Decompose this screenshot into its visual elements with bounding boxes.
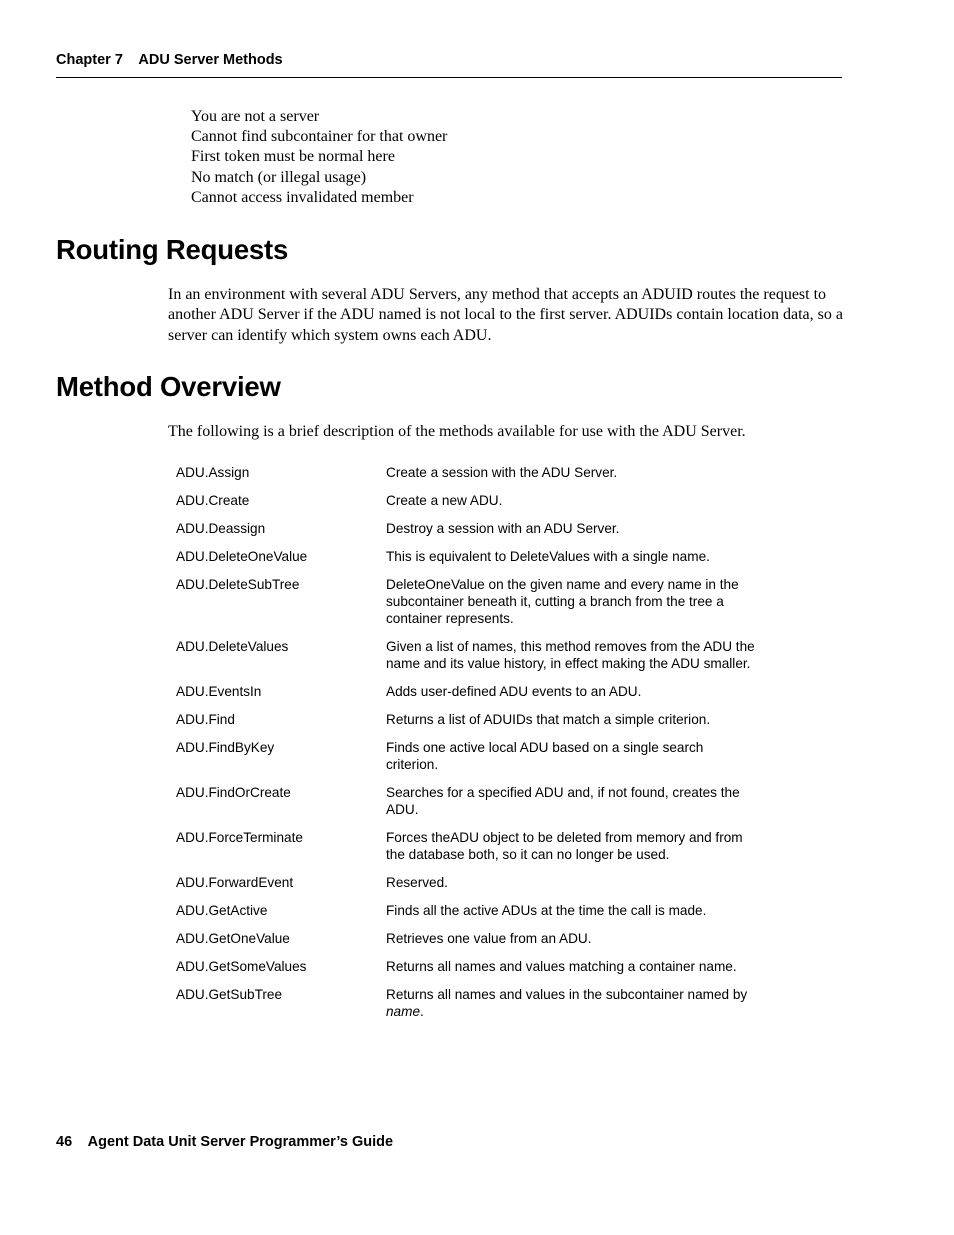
error-message: Cannot find subcontainer for that owner: [191, 128, 448, 146]
error-message: You are not a server: [191, 108, 320, 125]
method-description: [386, 874, 756, 891]
method-description: [386, 829, 756, 863]
book-title: Agent Data Unit Server Programmer’s Guide: [87, 1134, 394, 1150]
method-description: [386, 739, 756, 773]
method-description-text: Create a new ADU.: [386, 493, 503, 508]
method-description-text: DeleteOneValue on the given name and every name in the subcontainer beneath it, cutting a branch from the tree a container represents.: [386, 577, 739, 626]
method-name: ADU.GetActive: [176, 903, 268, 918]
method-description-text: Returns all names and values matching a container name.: [386, 959, 737, 974]
routing-requests-paragraph: In an environment with several ADU Servers, any method that accepts an ADUID routes the request to another ADU Server if the ADU named is not local to the first server. ADUIDs contain location data, so a server can identify which system owns each ADU.: [168, 286, 843, 344]
routing-requests-heading: Routing Requests: [56, 234, 289, 265]
method-description-text: Retrieves one value from an ADU.: [386, 931, 592, 946]
method-description: [386, 958, 756, 975]
method-name: ADU.GetSubTree: [176, 987, 283, 1002]
method-row: [176, 784, 756, 818]
method-description-text: This is equivalent to DeleteValues with a single name.: [386, 549, 710, 564]
method-description: [386, 638, 756, 672]
method-description: [386, 711, 756, 728]
method-description-text: Returns a list of ADUIDs that match a simple criterion.: [386, 712, 711, 727]
method-row: [176, 548, 756, 565]
method-row: [176, 930, 756, 947]
method-table: [176, 464, 756, 1031]
method-name: ADU.DeleteValues: [176, 639, 289, 654]
method-row: [176, 739, 756, 773]
chapter-label: Chapter 7: [56, 52, 123, 68]
method-description-text: Adds user-defined ADU events to an ADU.: [386, 684, 642, 699]
method-description-suffix: .: [420, 1004, 424, 1019]
method-row: [176, 711, 756, 728]
page-footer: [56, 1133, 393, 1151]
method-description: [386, 784, 756, 818]
method-description-text: Searches for a specified ADU and, if not found, creates the ADU.: [386, 785, 740, 817]
method-overview-heading: Method Overview: [56, 371, 281, 402]
method-description-text: Create a session with the ADU Server.: [386, 465, 618, 480]
method-description-text: Finds one active local ADU based on a single search criterion.: [386, 740, 704, 772]
method-name: ADU.Create: [176, 493, 250, 508]
chapter-title: ADU Server Methods: [138, 52, 283, 68]
method-row: [176, 576, 756, 627]
method-description-text: Destroy a session with an ADU Server.: [386, 521, 620, 536]
method-description-text: Forces theADU object to be deleted from memory and from the database both, so it can no longer be used.: [386, 830, 743, 862]
method-row: [176, 874, 756, 891]
method-name: ADU.DeleteSubTree: [176, 577, 300, 592]
error-message: Cannot access invalidated member: [191, 188, 414, 206]
method-description: [386, 520, 756, 537]
method-name: ADU.EventsIn: [176, 684, 262, 699]
method-description: [386, 464, 756, 481]
method-row: [176, 829, 756, 863]
method-name: ADU.ForwardEvent: [176, 875, 294, 890]
method-description-emphasis: name: [386, 1004, 421, 1019]
method-description: [386, 902, 756, 919]
method-row: [176, 958, 756, 975]
method-description-text: Reserved.: [386, 875, 448, 890]
method-name: ADU.FindByKey: [176, 740, 275, 755]
method-row: [176, 520, 756, 537]
method-description: [386, 548, 756, 565]
method-description-text: Finds all the active ADUs at the time the call is made.: [386, 903, 707, 918]
error-message: No match (or illegal usage): [191, 168, 367, 186]
error-message-list: [191, 107, 447, 208]
method-description: [386, 492, 756, 509]
method-name: ADU.Find: [176, 712, 235, 727]
method-description-text: Returns all names and values in the subcontainer named by: [386, 987, 748, 1002]
method-description: [386, 576, 756, 627]
method-name: ADU.DeleteOneValue: [176, 549, 308, 564]
method-row: [176, 683, 756, 700]
method-name: ADU.Deassign: [176, 521, 266, 536]
method-name: ADU.GetOneValue: [176, 931, 290, 946]
method-name: ADU.FindOrCreate: [176, 785, 291, 800]
method-description: [386, 986, 756, 1020]
method-name: ADU.GetSomeValues: [176, 959, 307, 974]
page-number: 46: [56, 1134, 73, 1150]
method-description: [386, 930, 756, 947]
method-row: [176, 638, 756, 672]
method-overview-intro: The following is a brief description of the methods available for use with the ADU Server.: [168, 423, 746, 440]
method-description: [386, 683, 756, 700]
method-name: ADU.ForceTerminate: [176, 830, 303, 845]
error-message: First token must be normal here: [191, 148, 395, 166]
method-row: [176, 464, 756, 481]
method-row: [176, 902, 756, 919]
method-row: [176, 492, 756, 509]
method-name: ADU.Assign: [176, 465, 250, 480]
method-row: [176, 986, 756, 1020]
page-header: [56, 51, 842, 78]
method-description-text: Given a list of names, this method removes from the ADU the name and its value history, in effect making the ADU smaller.: [386, 639, 755, 671]
